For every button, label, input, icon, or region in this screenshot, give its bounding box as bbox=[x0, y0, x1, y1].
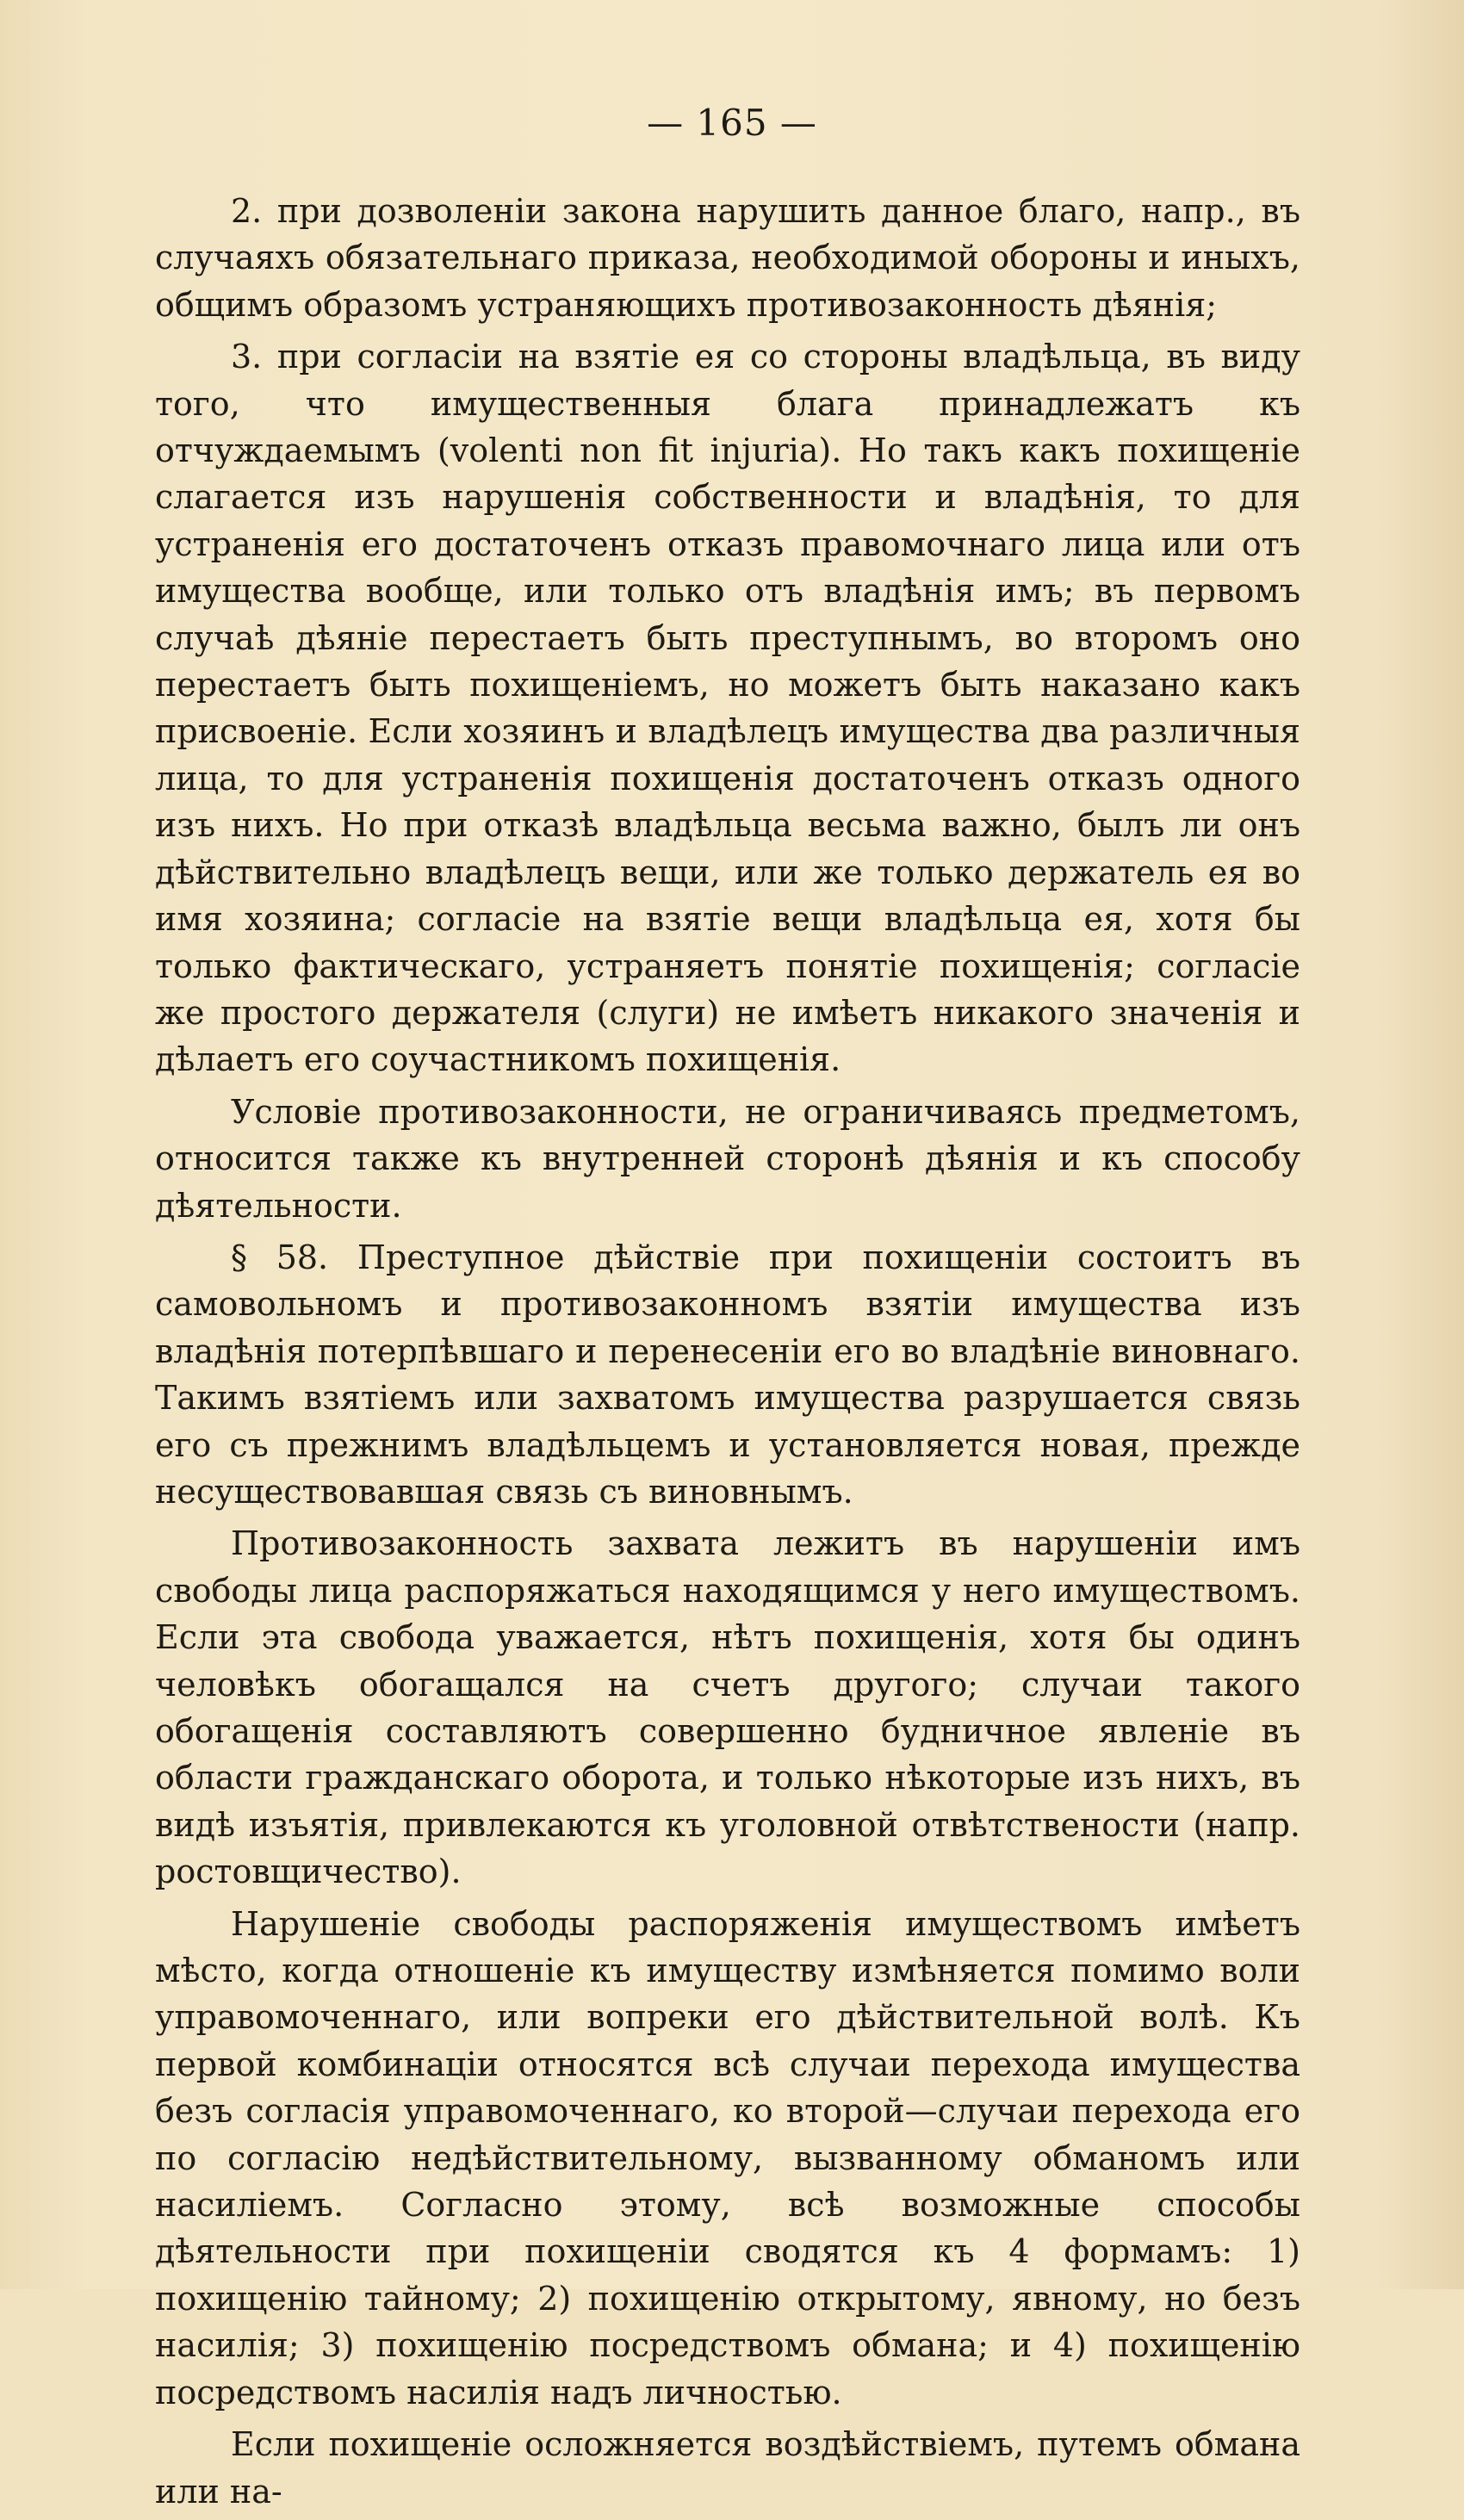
paragraph-5: Противозаконность захвата лежитъ въ нарушеніи имъ свободы лица распоряжаться находящимся у него имуществомъ. Если эта свобода уважается, нѣтъ похищенія, хотя бы одинъ человѣкъ обогащался на счетъ другого; случаи такого обогащенія составляютъ совершенно будничное явленіе въ области гражданскаго оборота, и только нѣкоторые изъ нихъ, въ видѣ изъятія, привлекаются къ уголовной отвѣтствености (напр. ростовщичество). bbox=[155, 1524, 1300, 1891]
paragraph-6: Нарушеніе свободы распоряженія имуществомъ имѣетъ мѣсто, когда отношеніе къ имуществу измѣняется помимо воли управомоченнаго, или вопреки его дѣйствительной волѣ. Къ первой комбинаціи относятся всѣ случаи перехода имущества безъ согласія управомоченнаго, ко второй—случаи перехода его по согласію недѣйствительному, вызванному обманомъ или насиліемъ. Согласно этому, всѣ возможные способы дѣятельности при похищеніи сводятся къ 4 формамъ: 1) похищенію тайному; 2) похищенію открытому, явному, но безъ насилія; 3) похищенію посредствомъ обмана; и 4) похищенію посредствомъ насилія надъ личностью. bbox=[155, 1904, 1300, 2411]
paragraph-2: 3. при согласіи на взятіе ея со стороны владѣльца, въ виду того, что имущественныя блага принадлежатъ къ отчуждаемымъ (volenti non fit injuria). Но такъ какъ похищеніе слагается изъ нарушенія собственности и владѣнія, то для устраненія его достаточенъ отказъ правомочнаго лица или отъ имущества вообще, или только отъ владѣнія имъ; въ первомъ случаѣ дѣяніе перестаетъ быть преступнымъ, во второмъ оно перестаетъ быть похищеніемъ, но можетъ быть наказано какъ присвоеніе. Если хозяинъ и владѣлецъ имущества два различныя лица, то для устраненія похищенія достаточенъ отказъ одного изъ нихъ. Но при отказѣ владѣльца весьма важно, былъ ли онъ дѣйствительно владѣлецъ вещи, или же только держатель ея во имя хозяина; согласіе на взятіе вещи владѣльца ея, хотя бы только фактическаго, устраняетъ понятіе похищенія; согласіе же простого держателя (слуги) не имѣетъ никакого значенія и дѣлаетъ его соучастникомъ похищенія. bbox=[155, 338, 1300, 1079]
page-number: — 165 — bbox=[647, 102, 817, 144]
body-text bbox=[155, 188, 1300, 2520]
paragraph-4: § 58. Преступное дѣйствіе при похищеніи состоитъ въ самовольномъ и противозаконномъ взятіи имущества изъ владѣнія потерпѣвшаго и перенесеніи его во владѣніе виновнаго. Такимъ взятіемъ или захватомъ имущества разрушается связь его съ прежнимъ владѣльцемъ и установляется новая, прежде несуществовавшая связь съ виновнымъ. bbox=[155, 1238, 1300, 1511]
paragraph-1: 2. при дозволеніи закона нарушить данное благо, напр., въ случаяхъ обязательнаго приказа, необходимой обороны и иныхъ, общимъ образомъ устраняющихъ противозаконность дѣянія; bbox=[155, 192, 1300, 324]
paragraph-7: Если похищеніе осложняется воздѣйствіемъ, путемъ обмана или на- bbox=[155, 2425, 1300, 2511]
paragraph-3: Условіе противозаконности, не ограничиваясь предметомъ, относится также къ внутренней сторонѣ дѣянія и къ способу дѣятельности. bbox=[155, 1092, 1300, 1225]
